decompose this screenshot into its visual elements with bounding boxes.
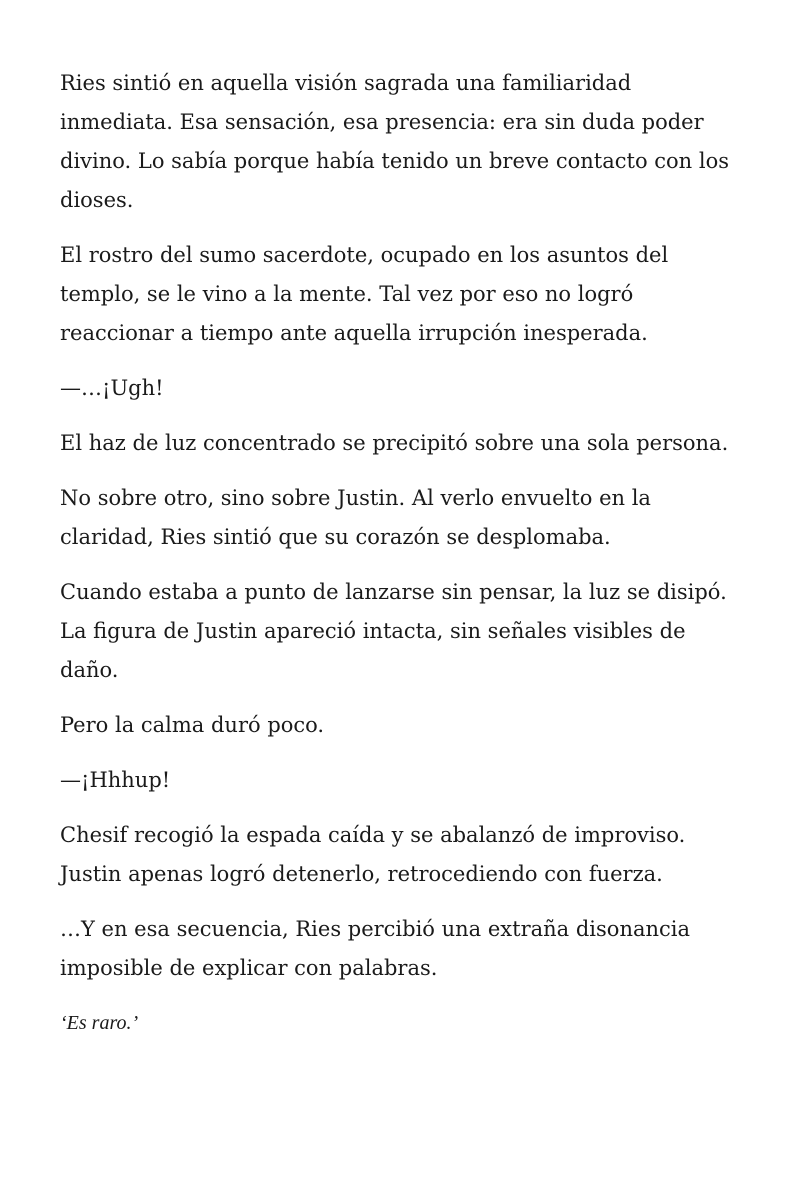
paragraph: Chesif recogió la espada caída y se abalanzó de improviso. Justin apenas logró detenerlo, retrocediendo con fuerza. xyxy=(60,823,686,886)
paragraph: Ries sintió en aquella visión sagrada una familiaridad inmediata. Esa sensación, esa presencia: era sin duda poder divino. Lo sabía porque había tenido un breve contacto con los dioses. xyxy=(60,71,730,212)
paragraph: Cuando estaba a punto de lanzarse sin pensar, la luz se disipó. La figura de Justin apareció intacta, sin señales visibles de daño. xyxy=(60,580,727,682)
paragraph: …Y en esa secuencia, Ries percibió una extraña disonancia imposible de explicar con palabras. xyxy=(60,917,691,980)
paragraph: No sobre otro, sino sobre Justin. Al verlo envuelto en la claridad, Ries sintió que su corazón se desplomaba. xyxy=(60,486,651,549)
paragraph: —…¡Ugh! xyxy=(60,376,164,400)
paragraph: El rostro del sumo sacerdote, ocupado en los asuntos del templo, se le vino a la mente. Tal vez por eso no logró reaccionar a tiempo ante aquella irrupción inesperada. xyxy=(60,243,669,345)
page-body xyxy=(60,64,750,1054)
paragraph: El haz de luz concentrado se precipitó sobre una sola persona. xyxy=(60,431,729,455)
paragraph: —¡Hhhup! xyxy=(60,768,171,792)
closing-thought: ‘Es raro.’ xyxy=(60,1012,139,1034)
paragraph: Pero la calma duró poco. xyxy=(60,713,325,737)
